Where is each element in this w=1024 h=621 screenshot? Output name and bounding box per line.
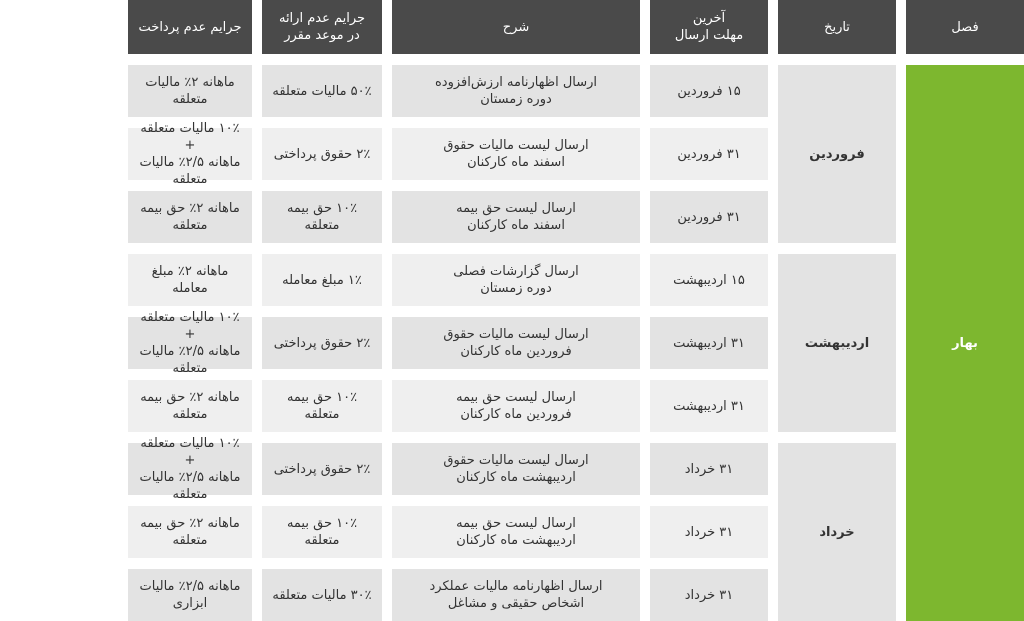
header-deadline: آخرین مهلت ارسال <box>650 0 768 54</box>
header-late-penalty: جرایم عدم ارائه در موعد مقرر <box>262 0 382 54</box>
month-cell: خرداد <box>778 443 896 621</box>
late-penalty-cell: ۲٪ حقوق پرداختی <box>262 317 382 369</box>
late-penalty-cell: ۱۰٪ حق بیمه متعلقه <box>262 191 382 243</box>
nonpayment-penalty-cell: ماهانه ۲٪ مالیات متعلقه <box>128 65 252 117</box>
description-cell: ارسال لیست حق بیمه اردیبهشت ماه کارکنان <box>392 506 640 558</box>
description-cell: ارسال لیست مالیات حقوق فروردین ماه کارکنان <box>392 317 640 369</box>
deadline-cell: ۳۱ اردیبهشت <box>650 317 768 369</box>
description-cell: ارسال لیست حق بیمه فروردین ماه کارکنان <box>392 380 640 432</box>
nonpayment-penalty-cell: ۱۰٪ مالیات متعلقه + ماهانه ۲/۵٪ مالیات متعلقه <box>128 443 252 495</box>
deadline-cell: ۱۵ فروردین <box>650 65 768 117</box>
description-cell: ارسال لیست حق بیمه اسفند ماه کارکنان <box>392 191 640 243</box>
header-nonpayment-penalty: جرایم عدم پرداخت <box>128 0 252 54</box>
late-penalty-cell: ۱٪ مبلغ معامله <box>262 254 382 306</box>
nonpayment-penalty-cell: ۱۰٪ مالیات متعلقه + ماهانه ۲/۵٪ مالیات متعلقه <box>128 128 252 180</box>
late-penalty-cell: ۲٪ حقوق پرداختی <box>262 443 382 495</box>
deadline-cell: ۳۱ فروردین <box>650 191 768 243</box>
description-cell: ارسال لیست مالیات حقوق اردیبهشت ماه کارکنان <box>392 443 640 495</box>
late-penalty-cell: ۲٪ حقوق پرداختی <box>262 128 382 180</box>
deadline-cell: ۳۱ خرداد <box>650 569 768 621</box>
nonpayment-penalty-cell: ماهانه ۲٪ مبلغ معامله <box>128 254 252 306</box>
header-description: شرح <box>392 0 640 54</box>
description-cell: ارسال لیست مالیات حقوق اسفند ماه کارکنان <box>392 128 640 180</box>
late-penalty-cell: ۳۰٪ مالیات متعلقه <box>262 569 382 621</box>
description-cell: ارسال گزارشات فصلی دوره زمستان <box>392 254 640 306</box>
deadline-cell: ۳۱ خرداد <box>650 443 768 495</box>
month-cell: اردیبهشت <box>778 254 896 432</box>
nonpayment-penalty-cell: ماهانه ۲٪ حق بیمه متعلقه <box>128 191 252 243</box>
deadline-cell: ۱۵ اردیبهشت <box>650 254 768 306</box>
month-cell: فروردین <box>778 65 896 243</box>
deadline-cell: ۳۱ فروردین <box>650 128 768 180</box>
late-penalty-cell: ۵۰٪ مالیات متعلقه <box>262 65 382 117</box>
late-penalty-cell: ۱۰٪ حق بیمه متعلقه <box>262 380 382 432</box>
description-cell: ارسال اظهارنامه ارزش‌افزوده دوره زمستان <box>392 65 640 117</box>
header-date: تاریخ <box>778 0 896 54</box>
deadline-cell: ۳۱ اردیبهشت <box>650 380 768 432</box>
description-cell: ارسال اظهارنامه مالیات عملکرد اشخاص حقیقی و مشاغل <box>392 569 640 621</box>
nonpayment-penalty-cell: ماهانه ۲/۵٪ مالیات ابزاری <box>128 569 252 621</box>
late-penalty-cell: ۱۰٪ حق بیمه متعلقه <box>262 506 382 558</box>
season-cell: بهار <box>906 65 1024 621</box>
header-season: فصل <box>906 0 1024 54</box>
nonpayment-penalty-cell: ماهانه ۲٪ حق بیمه متعلقه <box>128 380 252 432</box>
nonpayment-penalty-cell: ۱۰٪ مالیات متعلقه + ماهانه ۲/۵٪ مالیات متعلقه <box>128 317 252 369</box>
deadline-cell: ۳۱ خرداد <box>650 506 768 558</box>
nonpayment-penalty-cell: ماهانه ۲٪ حق بیمه متعلقه <box>128 506 252 558</box>
